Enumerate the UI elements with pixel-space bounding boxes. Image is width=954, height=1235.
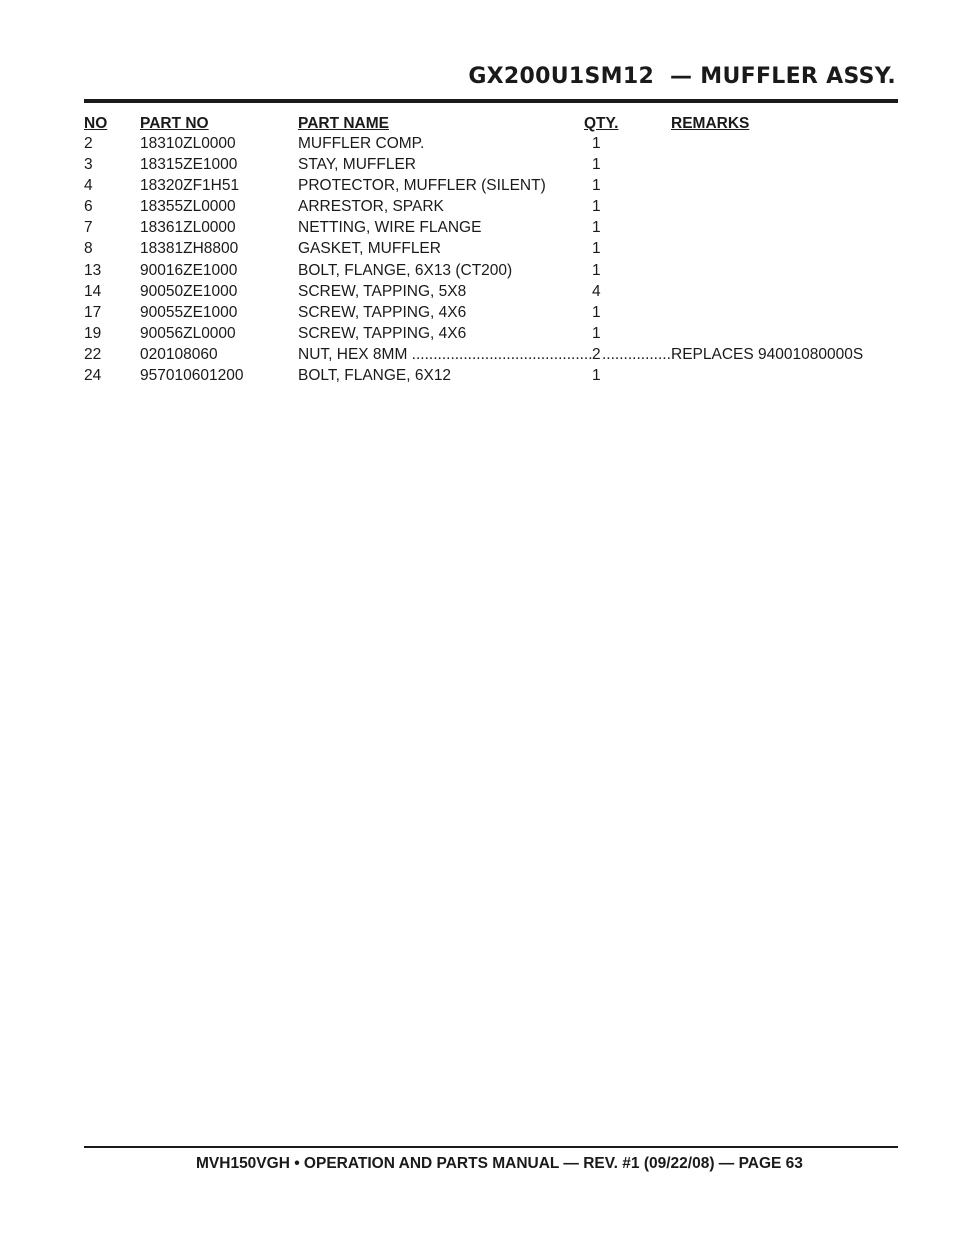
row-part-no: 18361ZL0000 <box>140 219 236 237</box>
parts-table <box>84 113 884 386</box>
row-no: 4 <box>84 177 93 195</box>
page-footer: MVH150VGH • OPERATION AND PARTS MANUAL — REV. #1 (09/22/08) — PAGE 63 <box>196 1155 803 1172</box>
table-row <box>84 154 884 175</box>
row-part-name: STAY, MUFFLER <box>298 156 416 174</box>
dot-leader <box>602 344 670 365</box>
table-row <box>84 281 884 302</box>
row-part-no: 18355ZL0000 <box>140 198 236 216</box>
header-part-no: PART NO <box>140 115 209 132</box>
row-qty: 1 <box>592 324 601 342</box>
footer-divider <box>84 1146 898 1148</box>
table-row <box>84 196 884 217</box>
table-row <box>84 365 884 386</box>
header-part-name: PART NAME <box>298 115 389 132</box>
row-no: 8 <box>84 240 93 258</box>
table-header-row <box>84 113 884 133</box>
row-part-no: 020108060 <box>140 345 218 363</box>
row-part-name: NETTING, WIRE FLANGE <box>298 219 482 237</box>
row-part-no: 18381ZH8800 <box>140 240 239 258</box>
row-no: 7 <box>84 219 93 237</box>
row-part-no: 90056ZL0000 <box>140 324 236 342</box>
table-row <box>84 344 884 365</box>
row-no: 22 <box>84 345 102 363</box>
row-part-no: 18320ZF1H51 <box>140 177 240 195</box>
row-qty: 1 <box>592 261 601 279</box>
row-qty: 1 <box>592 198 601 216</box>
row-remarks: REPLACES 94001080000S <box>671 345 864 363</box>
row-part-name: PROTECTOR, MUFFLER (SILENT) <box>298 177 546 195</box>
row-qty: 2 <box>592 345 601 363</box>
page-title: GX200U1SM12 — MUFFLER ASSY. <box>468 64 896 89</box>
row-part-name: BOLT, FLANGE, 6X12 <box>298 367 452 385</box>
row-part-name: SCREW, TAPPING, 5X8 <box>298 282 467 300</box>
header-qty: QTY. <box>584 115 619 132</box>
row-qty: 1 <box>592 240 601 258</box>
row-part-name: ARRESTOR, SPARK <box>298 198 444 216</box>
table-row <box>84 175 884 196</box>
row-no: 3 <box>84 156 93 174</box>
row-qty: 1 <box>592 367 601 385</box>
row-qty: 1 <box>592 177 601 195</box>
table-row <box>84 302 884 323</box>
header-no: NO <box>84 115 108 132</box>
row-part-no: 957010601200 <box>140 367 244 385</box>
row-no: 2 <box>84 135 93 152</box>
row-part-name: BOLT, FLANGE, 6X13 (CT200) <box>298 261 513 279</box>
header-remarks: REMARKS <box>671 115 750 132</box>
row-part-no: 90050ZE1000 <box>140 282 238 300</box>
row-part-name: SCREW, TAPPING, 4X6 <box>298 324 467 342</box>
row-qty: 4 <box>592 282 601 300</box>
row-no: 17 <box>84 303 102 321</box>
row-no: 13 <box>84 261 102 279</box>
table-row <box>84 133 884 154</box>
row-no: 14 <box>84 282 102 300</box>
row-qty: 1 <box>592 135 601 152</box>
table-row <box>84 238 884 259</box>
row-part-no: 18310ZL0000 <box>140 135 236 152</box>
row-qty: 1 <box>592 303 601 321</box>
row-part-name: GASKET, MUFFLER <box>298 240 441 258</box>
row-part-no: 90016ZE1000 <box>140 261 238 279</box>
row-no: 24 <box>84 367 102 385</box>
row-qty: 1 <box>592 219 601 237</box>
row-part-name: MUFFLER COMP. <box>298 135 425 152</box>
table-row <box>84 217 884 238</box>
row-part-name: NUT, HEX 8MM ..... <box>298 344 592 365</box>
row-part-no: 18315ZE1000 <box>140 156 238 174</box>
row-qty: 1 <box>592 156 601 174</box>
row-no: 19 <box>84 324 102 342</box>
table-row <box>84 260 884 281</box>
table-row <box>84 323 884 344</box>
title-divider <box>84 99 898 103</box>
row-part-no: 90055ZE1000 <box>140 303 238 321</box>
row-part-name: SCREW, TAPPING, 4X6 <box>298 303 467 321</box>
row-no: 6 <box>84 198 93 216</box>
